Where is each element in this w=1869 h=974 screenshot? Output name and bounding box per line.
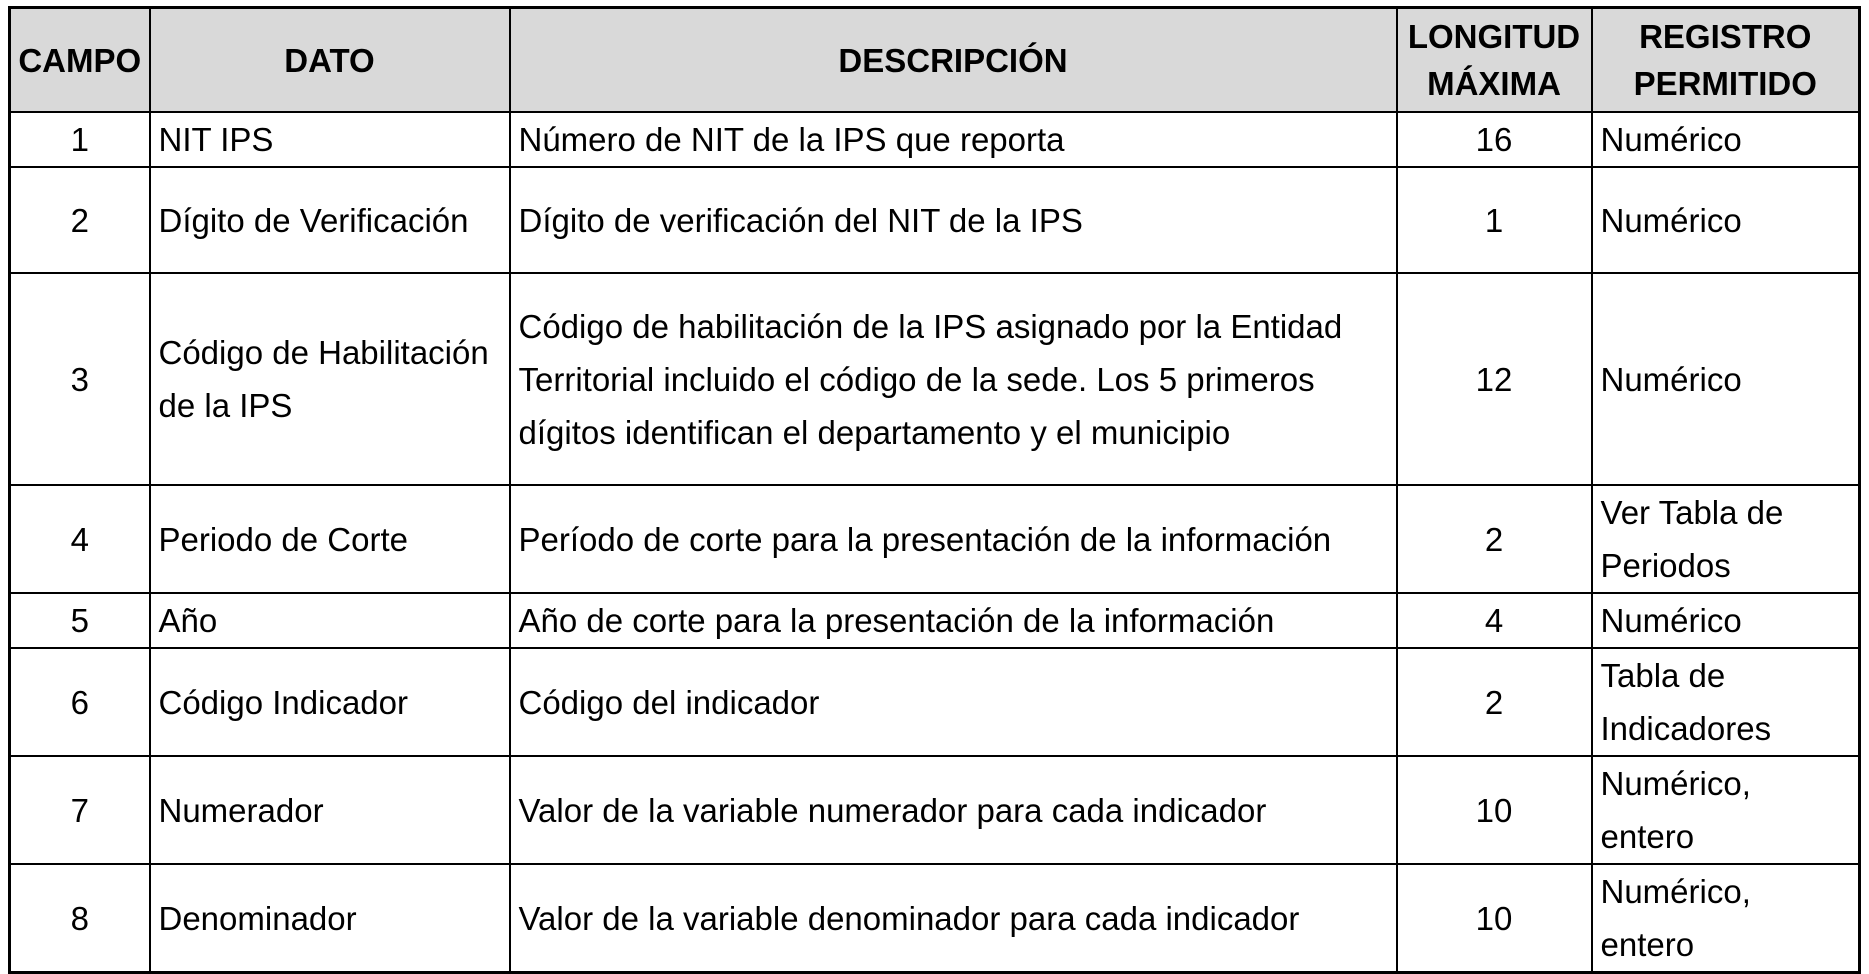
cell-dato: Código Indicador [150, 648, 510, 756]
cell-dato: Periodo de Corte [150, 485, 510, 593]
cell-dato: Año [150, 593, 510, 648]
cell-campo: 2 [10, 167, 150, 273]
cell-longitud: 1 [1397, 167, 1592, 273]
cell-longitud: 2 [1397, 485, 1592, 593]
cell-campo: 3 [10, 273, 150, 485]
cell-descripcion: Valor de la variable denominador para cada indicador [510, 864, 1397, 973]
table-row [10, 648, 1860, 756]
cell-campo: 5 [10, 593, 150, 648]
header-row [10, 8, 1860, 113]
cell-longitud: 12 [1397, 273, 1592, 485]
table-row [10, 167, 1860, 273]
cell-registro: Numérico [1592, 273, 1860, 485]
field-spec-table [8, 6, 1861, 974]
cell-registro: Numérico [1592, 167, 1860, 273]
cell-campo: 7 [10, 756, 150, 864]
cell-registro: Ver Tabla de Periodos [1592, 485, 1860, 593]
cell-registro: Tabla de Indicadores [1592, 648, 1860, 756]
cell-campo: 1 [10, 112, 150, 167]
cell-longitud: 10 [1397, 756, 1592, 864]
cell-registro: Numérico, entero [1592, 756, 1860, 864]
header-registro: REGISTRO PERMITIDO [1592, 8, 1860, 113]
cell-dato: Código de Habilitación de la IPS [150, 273, 510, 485]
header-campo: CAMPO [10, 8, 150, 113]
cell-longitud: 16 [1397, 112, 1592, 167]
table-row [10, 593, 1860, 648]
cell-descripcion: Código de habilitación de la IPS asignado por la Entidad Territorial incluido el código de la sede. Los 5 primeros dígitos identifican el departamento y el municipio [510, 273, 1397, 485]
cell-registro: Numérico [1592, 593, 1860, 648]
table-row [10, 485, 1860, 593]
cell-campo: 8 [10, 864, 150, 973]
cell-dato: Denominador [150, 864, 510, 973]
table-row [10, 273, 1860, 485]
table-row [10, 112, 1860, 167]
cell-campo: 4 [10, 485, 150, 593]
cell-dato: Dígito de Verificación [150, 167, 510, 273]
table-row [10, 756, 1860, 864]
field-spec-table-wrap [8, 6, 1861, 974]
cell-registro: Numérico, entero [1592, 864, 1860, 973]
cell-longitud: 2 [1397, 648, 1592, 756]
cell-descripcion: Período de corte para la presentación de la información [510, 485, 1397, 593]
cell-descripcion: Dígito de verificación del NIT de la IPS [510, 167, 1397, 273]
header-longitud: LONGITUD MÁXIMA [1397, 8, 1592, 113]
cell-descripcion: Número de NIT de la IPS que reporta [510, 112, 1397, 167]
header-dato: DATO [150, 8, 510, 113]
cell-longitud: 10 [1397, 864, 1592, 973]
cell-descripcion: Valor de la variable numerador para cada indicador [510, 756, 1397, 864]
cell-dato: Numerador [150, 756, 510, 864]
cell-dato: NIT IPS [150, 112, 510, 167]
cell-registro: Numérico [1592, 112, 1860, 167]
cell-longitud: 4 [1397, 593, 1592, 648]
cell-descripcion: Año de corte para la presentación de la información [510, 593, 1397, 648]
cell-campo: 6 [10, 648, 150, 756]
table-row [10, 864, 1860, 973]
cell-descripcion: Código del indicador [510, 648, 1397, 756]
header-descripcion: DESCRIPCIÓN [510, 8, 1397, 113]
